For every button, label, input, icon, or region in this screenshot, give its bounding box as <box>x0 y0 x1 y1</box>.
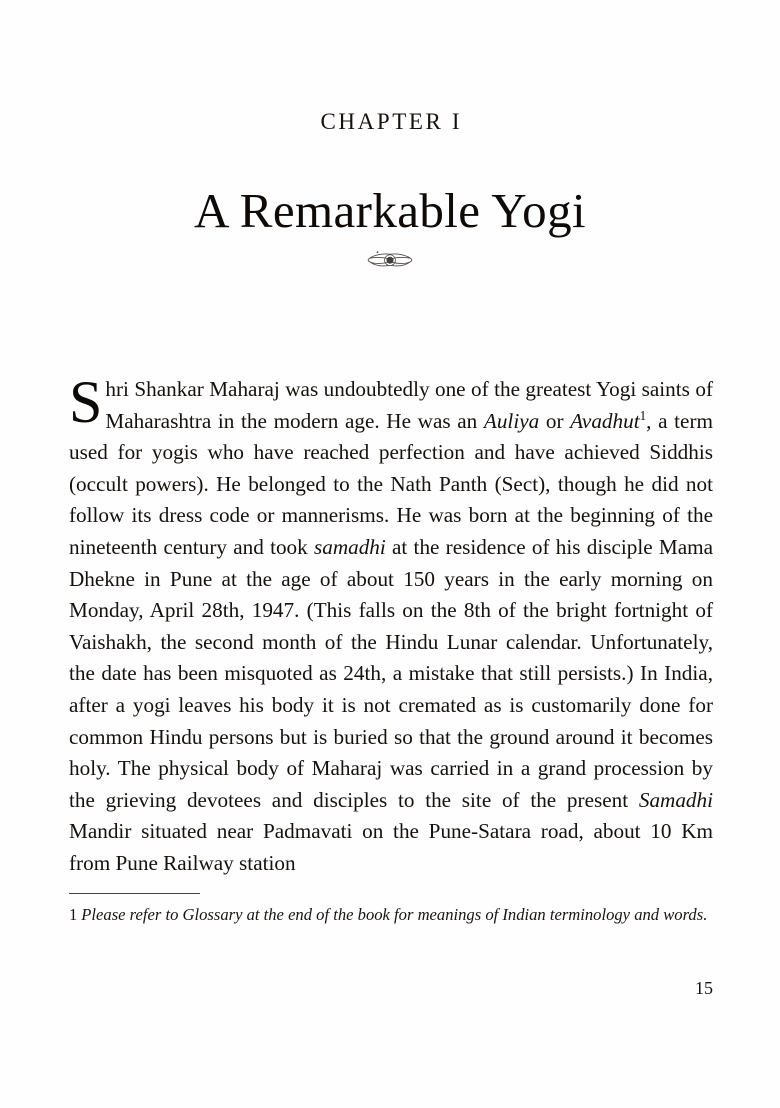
footnote-number: 1 <box>69 905 78 924</box>
italic-samadhi: samadhi <box>313 534 386 559</box>
drop-cap: S <box>69 369 103 435</box>
chapter-label: CHAPTER I <box>320 109 463 134</box>
floral-divider-ornament <box>0 248 780 272</box>
page-title: A Remarkable Yogi <box>194 183 586 238</box>
footnote-separator-rule <box>69 893 200 894</box>
italic-avadhut: Avadhut <box>570 408 640 433</box>
body-run-3: , a term used for yogis who have reached perfection and have achieved Siddhis (occult powers). He belonged to the Nath Panth (Sect), though he did not follow its dress code or mannerisms. He was born at the beginning of the nineteenth century and took <box>69 408 713 559</box>
italic-auliya: Auliya <box>483 408 540 433</box>
footnote-reference-marker[interactable]: 1 <box>639 407 647 423</box>
body-text <box>69 369 713 880</box>
body-run-5: Mandir situated near Padmavati on the Pune-Satara road, about 10 Km from Pune Railway station <box>69 819 713 875</box>
body-run-1: hri Shankar Maharaj was undoubtedly one of the greatest Yogi saints of Maharashtra in the modern age. He was an <box>105 377 713 433</box>
paragraph-1 <box>69 369 713 880</box>
body-run-2: or <box>539 408 571 433</box>
footnote-text: Please refer to Glossary at the end of the book for meanings of Indian terminology and words. <box>81 905 708 924</box>
body-run-4: at the residence of his disciple Mama Dhekne in Pune at the age of about 150 years in the early morning on Monday, April 28th, 1947. (This falls on the 8th of the bright fortnight of Vaishakh, the second month of the Hindu Lunar calendar. Unfortunately, the date has been misquoted as 24th, a mistake that still persists.) In India, after a yogi leaves his body it is not cremated as is customarily done for common Hindu persons but is buried so that the ground around it becomes holy. The physical body of Maharaj was carried in a grand procession by the grieving devotees and disciples to the site of the present <box>69 534 713 812</box>
page-number: 15 <box>695 978 713 998</box>
footnote <box>69 903 713 928</box>
italic-samadhi-mandir: Samadhi <box>638 787 713 812</box>
footnote-line <box>69 903 713 928</box>
